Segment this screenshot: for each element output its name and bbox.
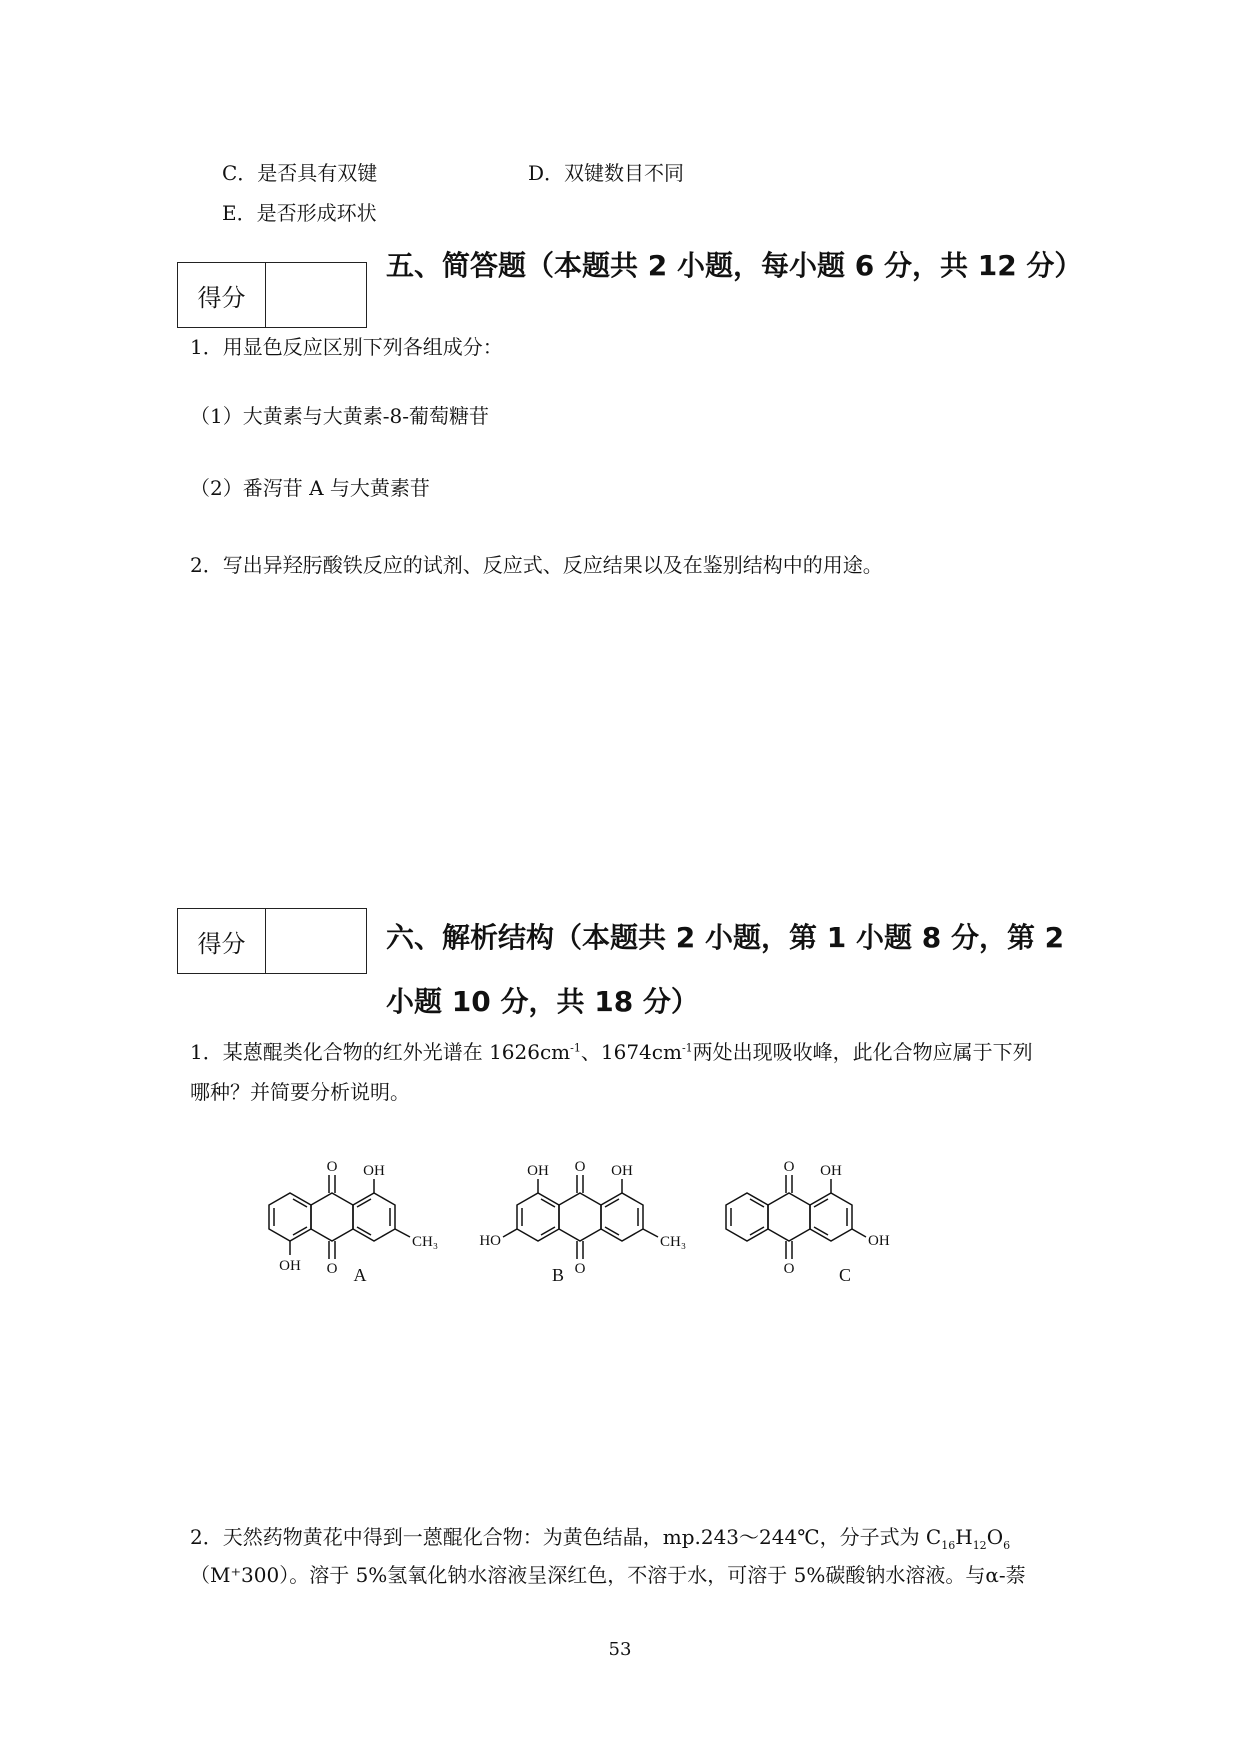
section6-title-line2: 小题 10 分，共 18 分） [386,985,699,1018]
structure-c [726,1175,866,1259]
c-label: C [838,1265,852,1285]
s5-question-1-part-1: （1）大黄素与大黄素-8-葡萄糖苷 [190,404,489,428]
b-oh-top-left: OH [527,1163,549,1179]
s6-question-1-line1: 1．某蒽醌类化合物的红外光谱在 $1626cm^{-1}$、$1674cm^{-1}$两处出现吸收峰，此化合物应属于下列 [190,1040,1033,1064]
a-oh-bottom: OH [279,1258,301,1274]
a-o-top: O [326,1159,338,1175]
s6-question-1-line2: 哪种？并简要分析说明。 [190,1080,410,1104]
a-ch3: CH₃ [412,1234,439,1250]
b-o-top: O [574,1159,586,1175]
b-o-bottom: O [574,1261,586,1277]
option-c: C．是否具有双键 [222,161,378,185]
c-oh-top: OH [820,1163,842,1179]
anthraquinone-structures [230,1115,930,1290]
c-o-bottom: O [783,1261,795,1277]
score-box-section5 [177,262,367,328]
section5-title: 五、简答题（本题共 2 小题，每小题 6 分，共 12 分） [386,249,1083,282]
score-label: 得分 [178,909,266,973]
c-o-top: O [783,1159,795,1175]
s6-question-2-line1: 2．天然药物黄花中得到一蒽醌化合物：为黄色结晶，mp.243～244℃，分子式为 $C_{16}H_{12}O_6$ [190,1525,1011,1552]
s5-question-2: 2．写出异羟肟酸铁反应的试剂、反应式、反应结果以及在鉴别结构中的用途。 [190,553,883,577]
score-box-section6 [177,908,367,974]
s6-question-2-line2: （M⁺300）。溶于 5%氢氧化钠水溶液呈深红色，不溶于水，可溶于 5%碳酸钠水溶液。与α-萘 [190,1563,1026,1587]
a-label: A [353,1265,367,1285]
a-o-bottom: O [326,1261,338,1277]
score-field[interactable] [266,263,366,327]
c-oh-right: OH [868,1233,890,1249]
option-e: E．是否形成环状 [222,201,377,225]
a-oh-top: OH [363,1163,385,1179]
score-label: 得分 [178,263,266,327]
structure-a [269,1175,410,1259]
b-ho-left: HO [479,1233,501,1249]
s5-question-1: 1．用显色反应区别下列各组成分： [190,335,503,359]
b-ch3: CH₃ [660,1234,687,1250]
option-d: D．双键数目不同 [528,161,685,185]
structure-b [503,1175,658,1259]
score-field[interactable] [266,909,366,973]
b-oh-top-right: OH [611,1163,633,1179]
section6-title-line1: 六、解析结构（本题共 2 小题，第 1 小题 8 分，第 2 [386,921,1065,954]
b-label: B [551,1265,565,1285]
page-number: 53 [608,1639,632,1660]
s5-question-1-part-2: （2）番泻苷 A 与大黄素苷 [190,476,430,500]
